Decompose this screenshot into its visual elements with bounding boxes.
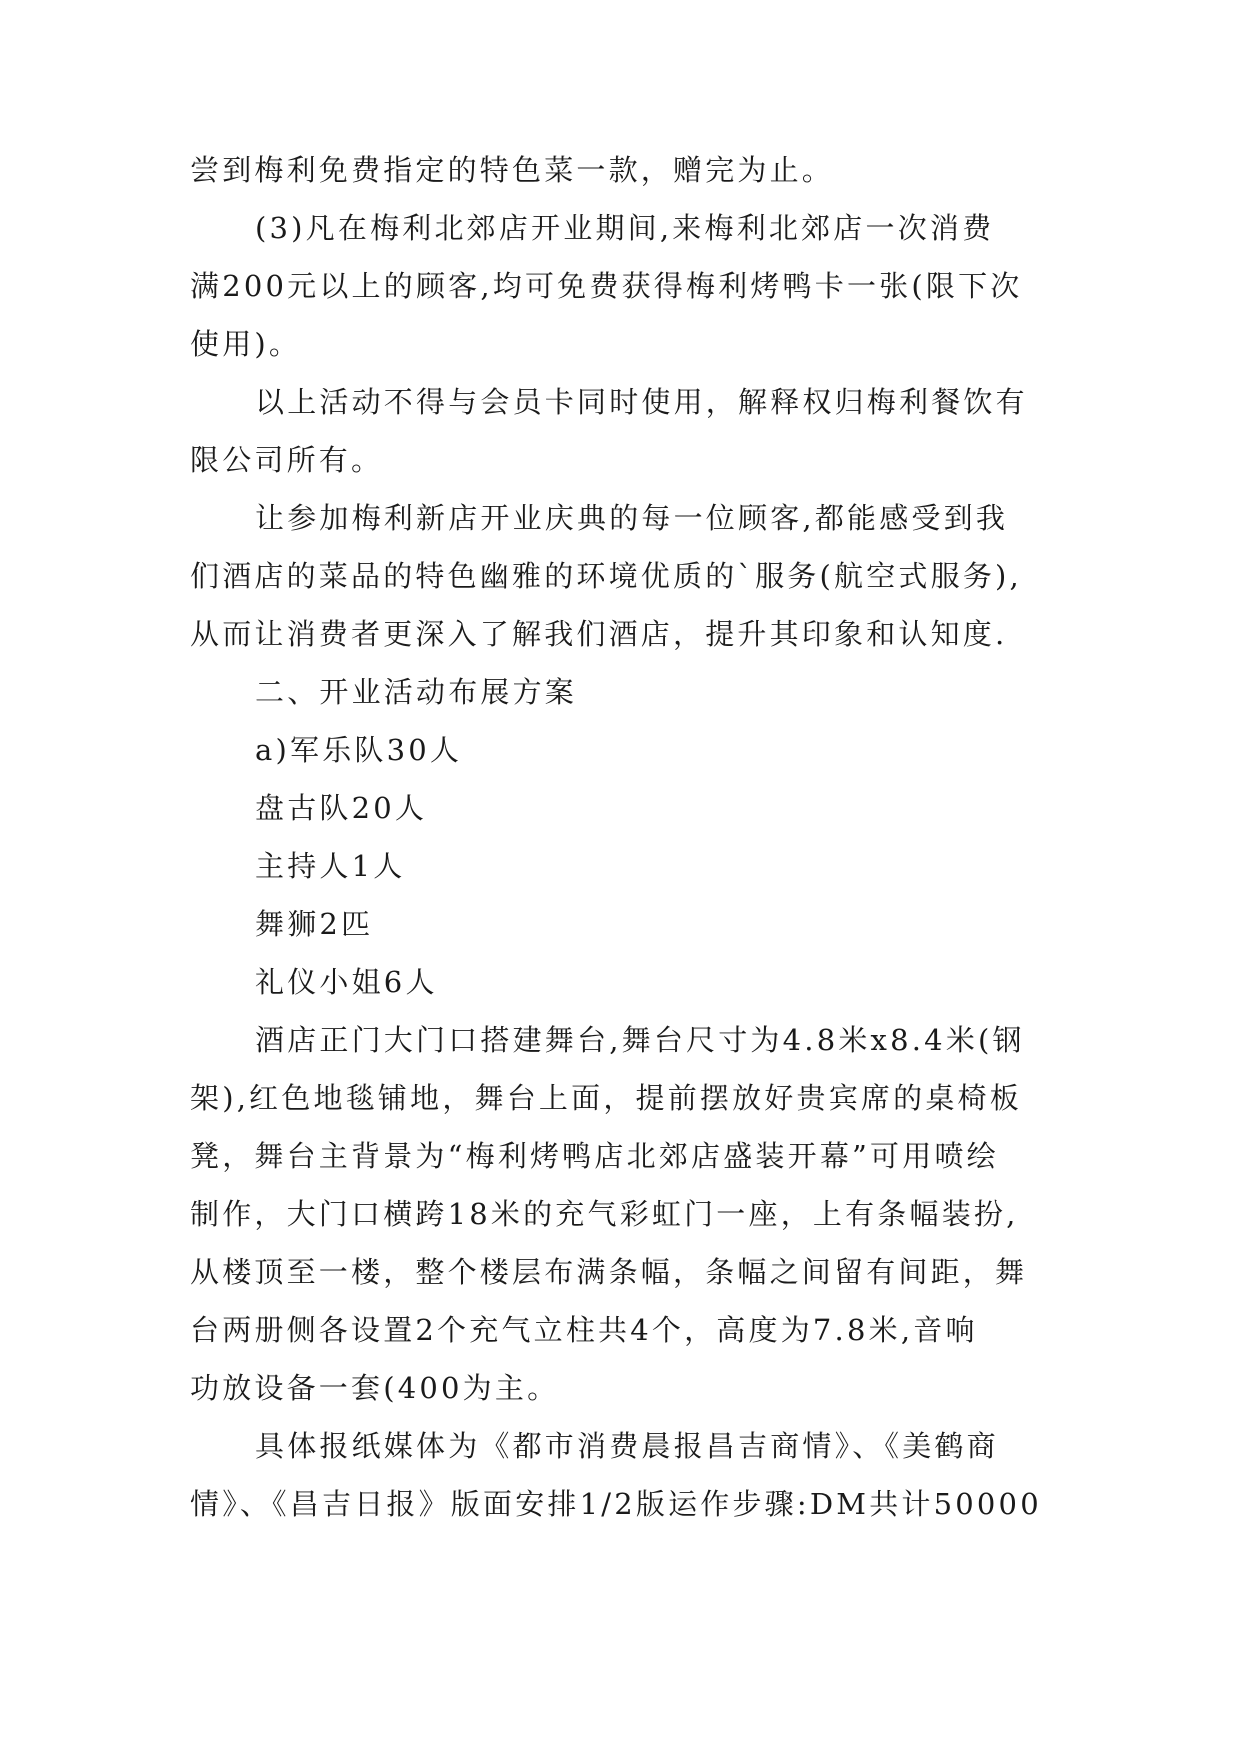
list-item: 盘古队20人 — [255, 791, 428, 825]
text-line: 制作，大门口横跨18米的充气彩虹门一座，上有条幅装扮, — [190, 1197, 1019, 1231]
text-line: 们酒店的菜品的特色幽雅的环境优质的`服务(航空式服务), — [190, 559, 1022, 593]
text-line: 台两册侧各设置2个充气立柱共4个，高度为7.8米,音响 — [190, 1313, 978, 1347]
text-line: 尝到梅利免费指定的特色菜一款，赠完为止。 — [190, 153, 835, 187]
text-line: 功放设备一套(400为主。 — [190, 1371, 560, 1405]
text-line: 酒店正门大门口搭建舞台,舞台尺寸为4.8米x8.4米(钢 — [255, 1023, 1025, 1057]
section-heading: 二、开业活动布展方案 — [255, 675, 578, 709]
text-line: 从楼顶至一楼，整个楼层布满条幅，条幅之间留有间距，舞 — [190, 1255, 1028, 1289]
text-line: 情》、《昌吉日报》版面安排1/2版运作步骤:DM共计50000 — [190, 1487, 1042, 1521]
list-item: 礼仪小姐6人 — [255, 965, 438, 999]
list-item: a)军乐队30人 — [255, 733, 463, 767]
text-line: 具体报纸媒体为《都市消费晨报昌吉商情》、《美鹤商 — [255, 1429, 999, 1463]
text-line: 以上活动不得与会员卡同时使用，解释权归梅利餐饮有 — [255, 385, 1028, 419]
text-line: 满200元以上的顾客,均可免费获得梅利烤鸭卡一张(限下次 — [190, 269, 1023, 303]
text-line: 使用)。 — [190, 327, 302, 361]
list-item: 主持人1人 — [255, 849, 406, 883]
text-line: 架),红色地毯铺地，舞台上面，提前摆放好贵宾席的桌椅板 — [190, 1081, 1022, 1115]
text-line: 凳，舞台主背景为“梅利烤鸭店北郊店盛装开幕”可用喷绘 — [190, 1139, 999, 1173]
list-item: 舞狮2匹 — [255, 907, 374, 941]
text-line: (3)凡在梅利北郊店开业期间,来梅利北郊店一次消费 — [255, 211, 995, 245]
text-line: 从而让消费者更深入了解我们酒店，提升其印象和认知度. — [190, 617, 1008, 651]
text-line: 限公司所有。 — [190, 443, 384, 477]
text-line: 让参加梅利新店开业庆典的每一位顾客,都能感受到我 — [255, 501, 1009, 535]
